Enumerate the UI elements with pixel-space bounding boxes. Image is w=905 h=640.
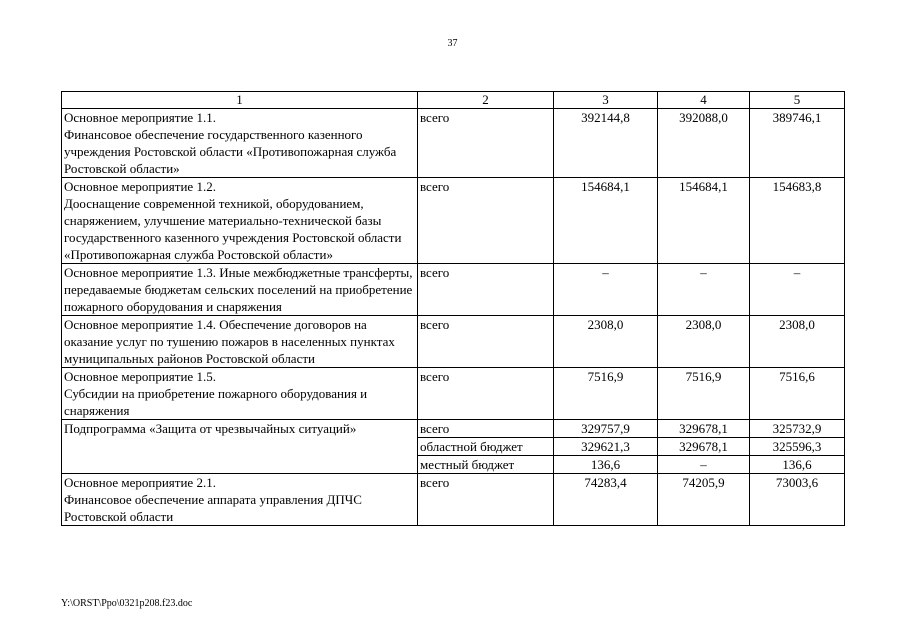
column-header-3: 3 (554, 92, 658, 109)
amount-cell-col3: 2308,0 (554, 316, 658, 368)
amount-cell-col5: – (750, 264, 845, 316)
page-number: 37 (447, 38, 458, 49)
amount-cell-col3: 136,6 (554, 456, 658, 474)
amount-cell-col4: 7516,9 (658, 368, 750, 420)
amount-cell-col5: 136,6 (750, 456, 845, 474)
funding-source-cell: областной бюджет (418, 438, 554, 456)
amount-cell-col5: 389746,1 (750, 109, 845, 178)
amount-cell-col4: – (658, 264, 750, 316)
table-body (62, 109, 845, 526)
funding-source-cell: всего (418, 109, 554, 178)
amount-cell-col4: 154684,1 (658, 178, 750, 264)
funding-source-cell: местный бюджет (418, 456, 554, 474)
event-name-cell: Основное мероприятие 2.1. Финансовое обеспечение аппарата управления ДПЧС Ростовской области (62, 474, 418, 526)
amount-cell-col5: 154683,8 (750, 178, 845, 264)
table-row (62, 109, 845, 178)
column-header-2: 2 (418, 92, 554, 109)
amount-cell-col3: 329757,9 (554, 420, 658, 438)
event-name-cell: Основное мероприятие 1.2. Дооснащение современной техникой, оборудованием, снаряжением, улучшение материально-технической базы государственного казенного учреждения Ростовской области «Противопожарная служба Ростовской области» (62, 178, 418, 264)
funding-source-cell: всего (418, 474, 554, 526)
funding-source-cell: всего (418, 316, 554, 368)
amount-cell-col3: 392144,8 (554, 109, 658, 178)
table-row (62, 474, 845, 526)
file-path-footer: Y:\ORST\Ppo\0321p208.f23.doc (61, 598, 193, 609)
amount-cell-col3: – (554, 264, 658, 316)
amount-cell-col4: 2308,0 (658, 316, 750, 368)
column-header-1: 1 (62, 92, 418, 109)
amount-cell-col3: 7516,9 (554, 368, 658, 420)
event-name-cell: Основное мероприятие 1.5. Субсидии на приобретение пожарного оборудования и снаряжения (62, 368, 418, 420)
amount-cell-col4: – (658, 456, 750, 474)
amount-cell-col4: 329678,1 (658, 420, 750, 438)
amount-cell-col4: 392088,0 (658, 109, 750, 178)
amount-cell-col4: 74205,9 (658, 474, 750, 526)
event-name-cell: Основное мероприятие 1.3. Иные межбюджетные трансферты, передаваемые бюджетам сельских поселений на приобретение пожарного оборудования и снаряжения (62, 264, 418, 316)
table-row (62, 420, 845, 438)
amount-cell-col5: 7516,6 (750, 368, 845, 420)
budget-table (61, 91, 845, 526)
funding-source-cell: всего (418, 178, 554, 264)
amount-cell-col3: 329621,3 (554, 438, 658, 456)
column-header-5: 5 (750, 92, 845, 109)
amount-cell-col5: 325732,9 (750, 420, 845, 438)
amount-cell-col5: 325596,3 (750, 438, 845, 456)
column-header-4: 4 (658, 92, 750, 109)
table-row (62, 368, 845, 420)
event-name-cell: Основное мероприятие 1.4. Обеспечение договоров на оказание услуг по тушению пожаров в населенных пунктах муниципальных районов Ростовской области (62, 316, 418, 368)
amount-cell-col3: 154684,1 (554, 178, 658, 264)
funding-source-cell: всего (418, 368, 554, 420)
event-name-cell: Основное мероприятие 1.1. Финансовое обеспечение государственного казенного учреждения Ростовской области «Противопожарная служба Ростовской области» (62, 109, 418, 178)
header-row (62, 92, 845, 109)
amount-cell-col3: 74283,4 (554, 474, 658, 526)
funding-source-cell: всего (418, 420, 554, 438)
amount-cell-col5: 2308,0 (750, 316, 845, 368)
funding-source-cell: всего (418, 264, 554, 316)
event-name-cell: Подпрограмма «Защита от чрезвычайных ситуаций» (62, 420, 418, 474)
amount-cell-col5: 73003,6 (750, 474, 845, 526)
table-row (62, 316, 845, 368)
table-row (62, 264, 845, 316)
amount-cell-col4: 329678,1 (658, 438, 750, 456)
table-row (62, 178, 845, 264)
